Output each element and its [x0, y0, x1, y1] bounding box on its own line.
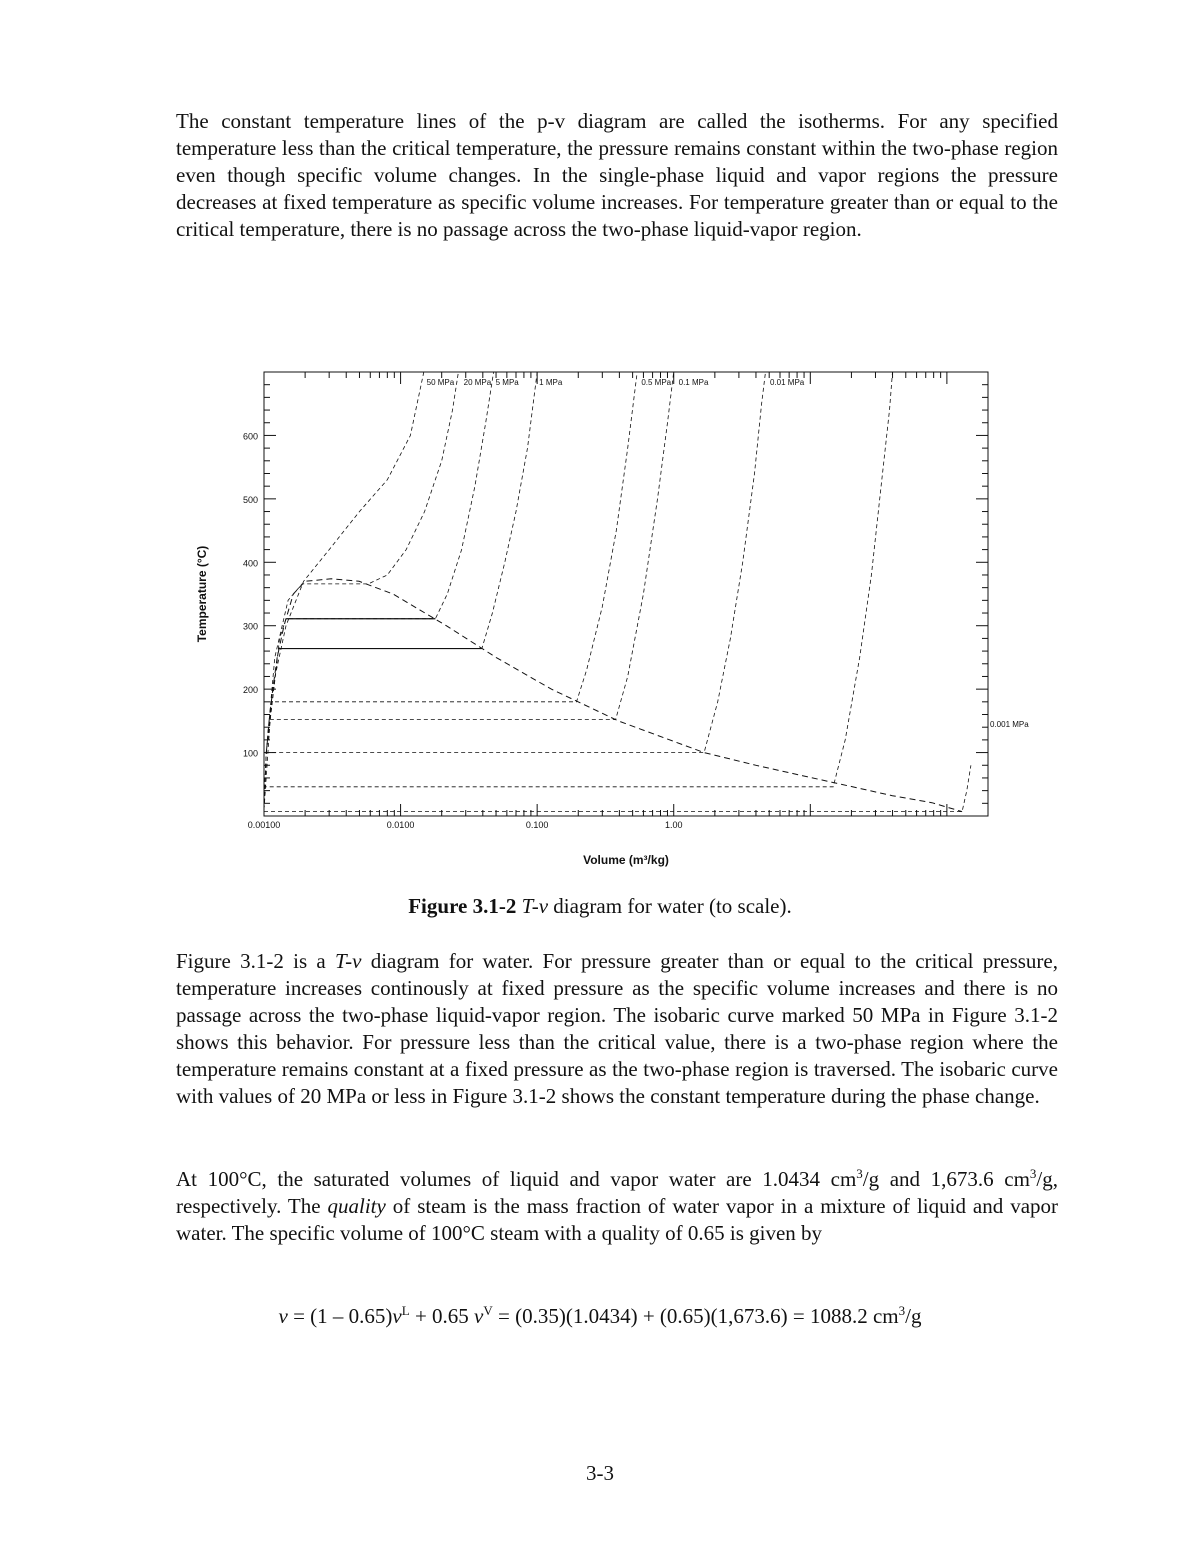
isobar-label: 0.5 MPa: [641, 377, 672, 387]
isobar-line: [264, 372, 458, 810]
quality-equation: $v = (1 - 0.65)v^L + 0.65$ $v^V = (0.35)(1.0434) + (0.65)(1,673.6) = 1088.2$ $cm^3/g$: [278, 1303, 922, 1328]
plot-border: [264, 372, 988, 816]
isobar-label: 20 MPa: [463, 377, 492, 387]
isobar-labels: [427, 378, 1030, 729]
curves: [264, 372, 971, 812]
y-tick-label: 600: [242, 431, 258, 442]
isobar-line: [264, 765, 971, 811]
paragraph-isotherms: The constant temperature lines of the p-v diagram are called the isotherms. For any specified temperature less than the critical temperature, the pressure remains constant within the two-phase region even though specific volume changes. In the single-phase liquid and vapor regions the pressure decreases at fixed temperature as specific volume increases. For temperature greater than or equal to the critical temperature, there is no passage across the two-phase liquid-vapor region.: [176, 109, 1058, 241]
isobar-line: [264, 372, 537, 810]
y-tick-label: 100: [242, 748, 258, 759]
isobar-line: [264, 372, 674, 810]
caption-text: diagram for water (to scale).: [548, 894, 792, 918]
x-tick-label: 0.100: [525, 820, 549, 830]
x-tick-label: 0.0100: [386, 820, 415, 830]
y-tick-label: 400: [242, 558, 258, 569]
isobar-label: 0.01 MPa: [769, 377, 805, 387]
x-tick-label: 1.00: [664, 820, 683, 830]
isobar-line: [264, 372, 893, 810]
paragraph-quality: At 100°C, the saturated volumes of liquid and vapor water are 1.0434 $cm^3/g$ and 1,673.6 $cm^3/g$, respectively. The quality of steam is the mass fraction of water vapor in a mixture of liquid and vapor water. The specific volume of 100°C steam with a quality of 0.65 is given by: [176, 1166, 1059, 1245]
page-number: 3-3: [586, 1461, 614, 1485]
y-tick-label: 200: [242, 685, 258, 696]
isobar-label: 0.1 MPa: [678, 377, 709, 387]
isobar-label: 1 MPa: [539, 377, 563, 387]
caption-italic: T-v: [521, 894, 549, 918]
isobar-label: 5 MPa: [495, 377, 519, 387]
figure-caption: [0, 894, 1200, 919]
isobar-line: [264, 372, 766, 810]
isobar-line: [264, 372, 494, 810]
caption-label: Figure 3.1-2: [408, 894, 517, 918]
x-axis-label: Volume (m³/kg): [583, 853, 669, 867]
paragraph-tv-description: Figure 3.1-2 is a T-v diagram for water. For pressure greater than or equal to the critical pressure, temperature increases continously at fixed pressure as the specific volume increases and there is no passage across the two-phase liquid-vapor region. The isobaric curve marked 50 MPa in Figure 3.1-2 shows this behavior. For pressure less than the critical value, there is a two-phase region where the temperature remains constant at a fixed pressure as the two-phase region is traversed. The isobaric curve with values of 20 MPa or less in Figure 3.1-2 shows the constant temperature during the phase change.: [176, 949, 1058, 1108]
y-axis-label: Temperature (°C): [195, 545, 209, 643]
saturation-dome: [266, 579, 962, 812]
isobar-line: [264, 372, 424, 810]
plot-frame: [264, 372, 988, 816]
y-tick-label: 500: [242, 494, 258, 505]
axis-ticks: [264, 372, 988, 816]
isobar-label: 50 MPa: [426, 377, 455, 387]
isobar-label: 0.001 MPa: [990, 720, 1029, 730]
isobar-line: [264, 372, 637, 810]
tick-labels: [243, 431, 683, 830]
y-tick-label: 300: [242, 621, 258, 632]
x-tick-label: 0.00100: [247, 820, 281, 830]
